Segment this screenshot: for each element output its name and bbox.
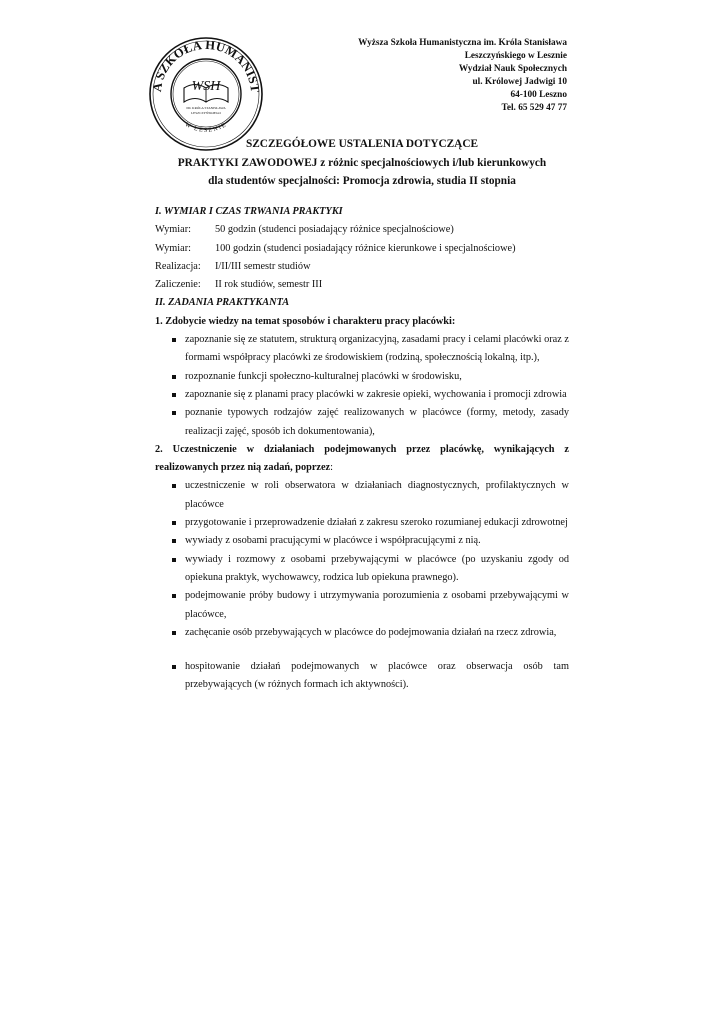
address-line: Wydział Nauk Społecznych [458, 64, 567, 74]
list-item: uczestniczenie w roli obserwatora w działaniach diagnostycznych, profilaktycznych w placówce [155, 477, 569, 514]
list-item: wywiady z osobami pracującymi w placówce i współpracującymi z nią. [155, 532, 569, 550]
list-item: poznanie typowych rodzajów zajęć realizowanych w placówce (formy, metody, zasady realizacji zajęć, sposób ich dokumentowania), [155, 404, 569, 441]
address-line: Tel. 65 529 47 77 [501, 103, 567, 113]
info-row [155, 221, 569, 239]
bullet-list [155, 477, 569, 642]
title-line: SZCZEGÓŁOWE USTALENIA DOTYCZĄCE [245, 138, 479, 150]
list-item: rozpoznanie funkcji społeczno-kulturalnej placówki w środowisku, [155, 368, 569, 386]
info-row [155, 276, 569, 294]
svg-text:IM. KRÓLA STANISŁAWA: IM. KRÓLA STANISŁAWA [186, 106, 226, 110]
section-heading: II. ZADANIA PRAKTYKANTA [155, 297, 290, 309]
info-label: Zaliczenie: [155, 279, 201, 291]
list-item: podejmowanie próby budowy i utrzymywania porozumienia z osobami przebywającymi w placówce, [155, 587, 569, 624]
list-item: zapoznanie się ze statutem, strukturą organizacyjną, zasadami pracy i celami placówki oraz z formami współpracy placówki ze środowiskiem (rodziną, społecznością lokalną, itp.), [155, 331, 569, 368]
info-value: I/II/III semestr studiów [215, 260, 311, 272]
info-value: 100 godzin (studenci posiadający różnice kierunkowe i specjalnościowe) [215, 242, 516, 254]
info-value: II rok studiów, semestr III [215, 279, 323, 291]
address-line: Wyższa Szkoła Humanistyczna im. Króla Stanisława [358, 38, 567, 48]
bullet-list [155, 331, 569, 441]
document-body [155, 203, 569, 695]
info-row [155, 240, 569, 258]
address-line: Leszczyńskiego w Lesznie [464, 51, 567, 61]
institution-address [358, 37, 567, 115]
info-label: Wymiar: [155, 224, 191, 236]
svg-text:LESZCZYŃSKIEGO: LESZCZYŃSKIEGO [191, 111, 221, 115]
address-line: 64-100 Leszno [510, 90, 567, 100]
section-heading: I. WYMIAR I CZAS TRWANIA PRAKTYKI [155, 206, 343, 217]
subsection-heading-text: 2. Uczestniczenie w działaniach podejmowanych przez placówkę, wynikających z realizowanych przez nią zadań, poprzez [155, 443, 569, 474]
info-value: 50 godzin (studenci posiadający różnice specjalnościowe) [215, 224, 454, 236]
list-item: przygotowanie i przeprowadzenie działań z zakresu szeroko rozumianej edukacji zdrowotnej [155, 514, 569, 532]
bullet-list [155, 658, 569, 695]
document-title [155, 135, 569, 191]
blank-line [155, 642, 569, 658]
list-item: hospitowanie działań podejmowanych w placówce oraz obserwacja osób tam przebywających (w różnych formach ich aktywności). [155, 658, 569, 695]
list-item: zapoznanie się z planami pracy placówki w zakresie opieki, wychowania i promocji zdrowia [155, 386, 569, 404]
info-label: Wymiar: [155, 242, 191, 254]
svg-text:WYŻSZA SZKOŁA HUMANISTYCZNA: A SZKOŁA HUMANIST [149, 37, 263, 94]
subsection-heading [155, 441, 569, 478]
svg-text:WSH: WSH [191, 79, 221, 94]
list-item: wywiady i rozmowy z osobami przebywającymi w placówce (po uzyskaniu zgody od opiekuna praktyk, wychowawcy, rodzica lub opiekuna prawnego). [155, 551, 569, 588]
address-line: ul. Królowej Jadwigi 10 [472, 77, 567, 87]
info-label: Realizacja: [155, 260, 201, 272]
subsection-heading-colon: : [330, 462, 333, 474]
title-line: dla studentów specjalności: Promocja zdrowia, studia II stopnia [208, 175, 516, 187]
info-row [155, 258, 569, 276]
list-item: zachęcanie osób przebywających w placówce do podejmowania działań na rzecz zdrowia, [155, 624, 569, 642]
subsection-heading: 1. Zdobycie wiedzy na temat sposobów i charakteru pracy placówki: [155, 315, 456, 327]
title-line: PRAKTYKI ZAWODOWEJ z różnic specjalnościowych i/lub kierunkowych [177, 156, 547, 169]
svg-text:W LESZNIE: W LESZNIE [183, 121, 229, 134]
